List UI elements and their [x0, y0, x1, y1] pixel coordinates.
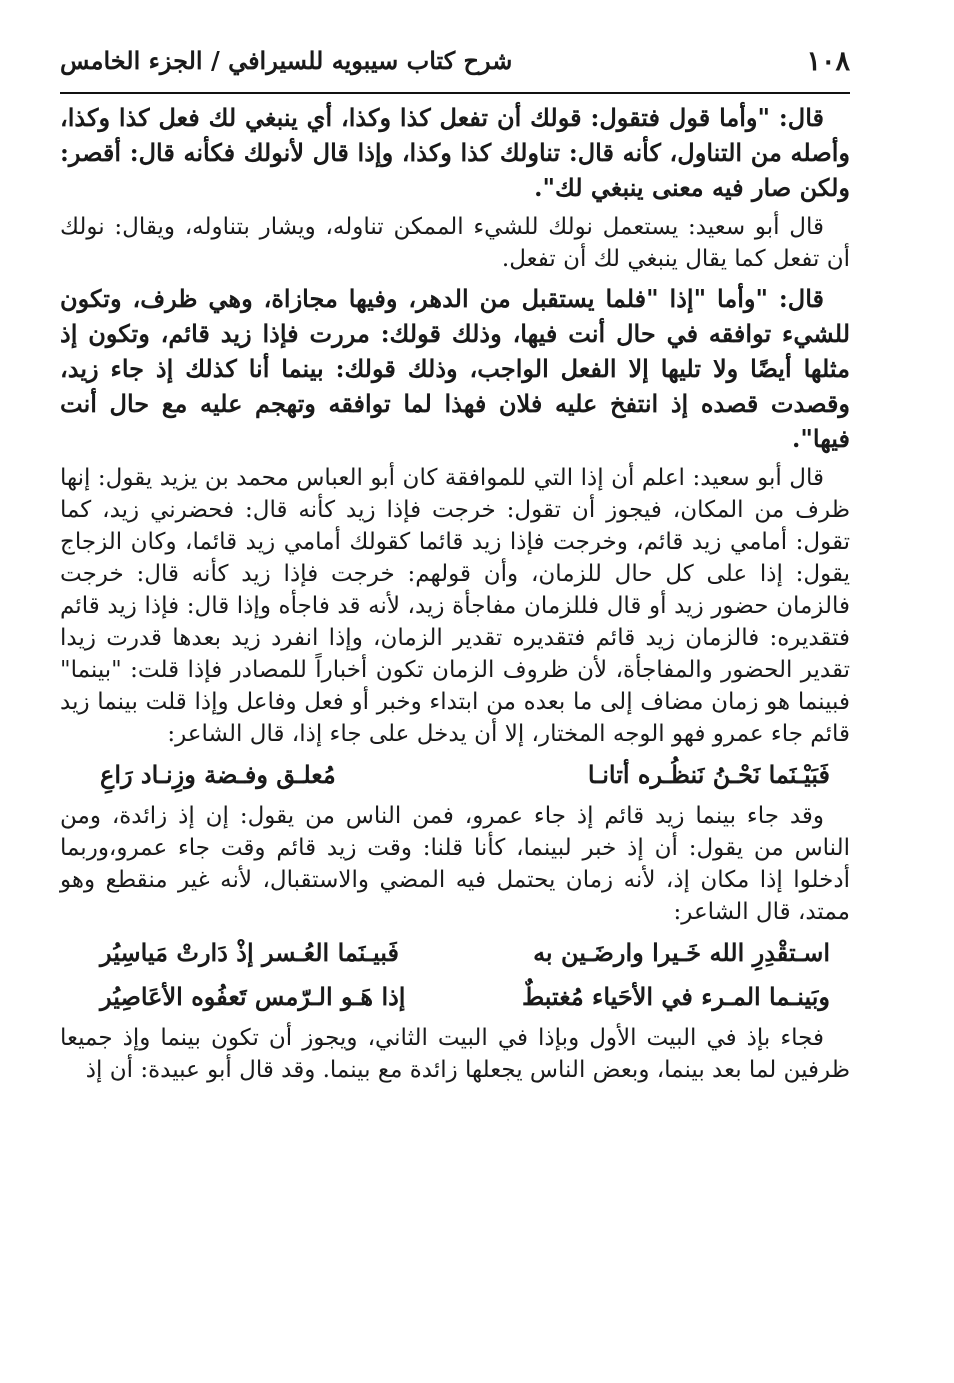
paragraph-quote-2: قال: "وأما "إذا "فلما يستقبل من الدهر، وفيها مجازاة، وهي ظرف، وتكون للشيء توافقه في حال أنت فيها، وذلك قولك: مررت فإذا زيد قائم، وتكون إذ مثلها أيضًا ولا تليها إلا الفعل الواجب، وذلك قولك: بينما أنا كذلك إذ جاء زيد، وقصدت قصده إذ انتفخ عليه فلان فهذا لما توافقه وتهجم عليه مع حال أنت فيها".: [60, 284, 851, 453]
verse-2-second-hemistich: فَبيـنَما العُـسر إذْ دَارتْ مَياسِيُر: [100, 938, 399, 967]
verse-3-second-hemistich: إذا هَـو الـرّمس تَعفُوه الأعَاصِيُر: [100, 982, 406, 1011]
page-number: ١٠٨: [806, 46, 850, 77]
verse-line-3: [100, 978, 830, 1016]
paragraph-commentary-4: فجاء بإذ في البيت الأول وبإذا في البيت الثاني، ويجوز أن تكون بينما وإذ جميعا ظرفين لما بعد بينما، وبعض الناس يجعلها زائدة مع بينما. وقد قال أبو عبيدة: أن إذ: [60, 1025, 850, 1083]
paragraph-quote-1: قال: "وأما قول فتقول: قولك أن تفعل كذا وكذا، أي ينبغي لك فعل كذا وكذا، وأصله من التناول، كأنه قال: تناولك كذا وكذا، وإذا قال لأنولك فكأنه قال: أقصر: ولكن صار فيه معنى ينبغي لك".: [60, 103, 850, 202]
verse-1-first-hemistich: فَبَيْـنَما نَحْـنُ نَنظُـره أتانـا: [587, 760, 830, 789]
paragraph-commentary-3: وقد جاء بينما زيد قائم إذ جاء عمرو، فمن الناس من يقول: إن إذ زائدة، ومن الناس من يقول: أن إذ خبر لبينما، كأنا قلنا: وقت زيد قائم وقت جاء عمرو،وربما أدخلوا إذا مكان إذ، لأنه زمان يحتمل فيه المضي والاستقبال، لأنه غير منقطع وهو ممتد، قال الشاعر:: [60, 803, 850, 925]
verse-line-1: [100, 756, 830, 794]
verse-line-2: [100, 934, 830, 972]
verse-2-first-hemistich: اسـتقْدِرِ الله خَـيرا وارضَـين به: [533, 938, 830, 967]
page-header: [60, 44, 850, 90]
running-title: شرح كتاب سيبويه للسيرافي / الجزء الخامس: [60, 46, 513, 75]
verse-1-second-hemistich: مُعلـق وفـضة وزِنـاد رَاعِ: [100, 760, 336, 789]
page-body: [60, 100, 850, 1086]
header-rule: [60, 92, 850, 94]
paragraph-commentary-2: قال أبو سعيد: اعلم أن إذا التي للموافقة كان أبو العباس محمد بن يزيد يقول: إنها ظرف من المكان، فيجوز أن تقول: خرجت فإذا زيد كأنه قال: فحضرني زيد، كما تقول: أمامي زيد قائم، وخرجت فإذا زيد قائما كقولك أمامي زيد قائما، وكان الزجاج يقول: إذا على كل حال للزمان، وأن قولهم: خرجت فإذا زيد كأنه قال: خرجت فالزمان حضور زيد أو قال فللزمان مفاجأة زيد، لأنه قد فاجأه وإذا قال: فإذا زيد قائم فتقديره: فالزمان زيد قائم فتقديره تقدير الزمان، وإذا انفرد زيد بعدها قدرت زيدا تقدير الحضور والمفاجأة، لأن ظروف الزمان تكون أخباراً للمصادر فإذا قلت: "بينما" فبينما هو زمان مضاف إلى ما بعده من ابتداء وخبر أو فعل وفاعل وإذا قلت بينما زيد قائم جاء عمرو فهو الوجه المختار، إلا أن يدخل على جاء إذا، قال الشاعر:: [60, 465, 850, 747]
paragraph-commentary-1: قال أبو سعيد: يستعمل نولك للشيء الممكن تناوله، ويشار بتناوله، ويقال: نولك أن تفعل كما يقال ينبغي لك أن تفعل.: [60, 214, 850, 272]
verse-3-first-hemistich: وبَينـما المـرء في الأحَياء مُغتبطٌ: [521, 982, 830, 1011]
